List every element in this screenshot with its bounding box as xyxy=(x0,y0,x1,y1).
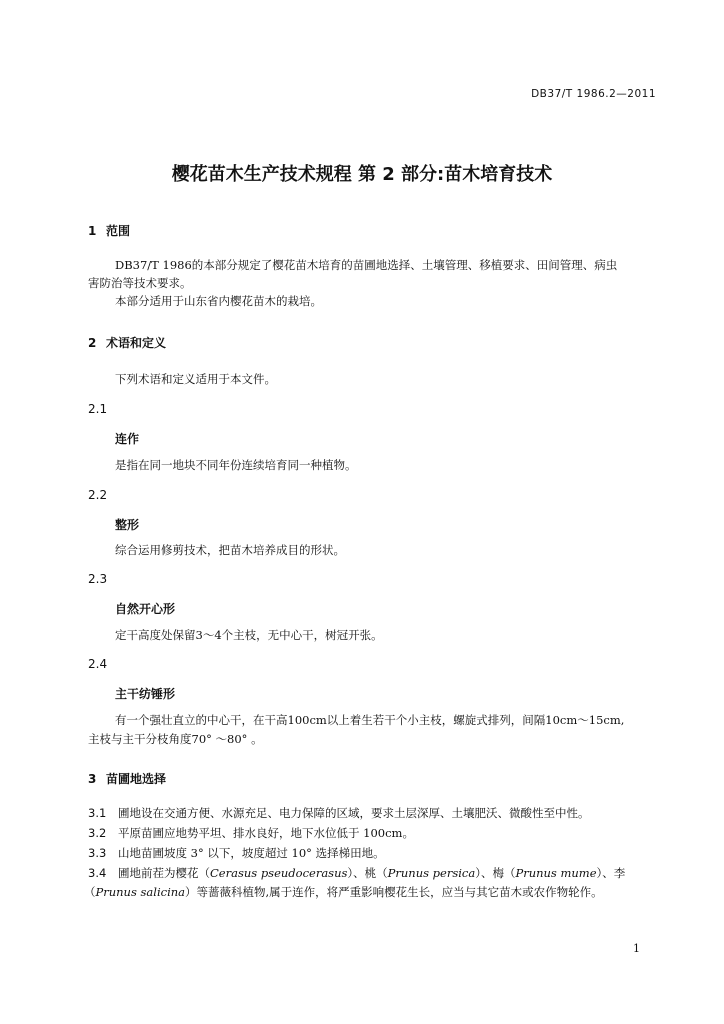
item-text: 山地苗圃坡度 3° 以下，坡度超过 10° 选择梯田地。 xyxy=(118,846,385,860)
section-title: 苗圃地选择 xyxy=(106,772,167,786)
term-definition: 是指在同一地块不同年份连续培育同一种植物。 xyxy=(115,458,357,472)
section-number: 1 xyxy=(88,224,97,238)
term-name: 自然开心形 xyxy=(115,602,176,616)
section-number: 2 xyxy=(88,336,97,350)
species-name: Prunus mume xyxy=(515,866,597,880)
term-definition-line-2: 主枝与主干分枝角度70° ～80° 。 xyxy=(88,732,263,746)
list-item-continuation xyxy=(84,884,603,900)
section-title: 范围 xyxy=(106,224,131,238)
list-item xyxy=(88,865,625,881)
item-text: 圃地前茬为樱花（ xyxy=(118,866,210,880)
item-number: 3.2 xyxy=(88,826,107,840)
terms-intro: 下列术语和定义适用于本文件。 xyxy=(115,372,276,386)
term-definition: 定干高度处保留3～4个主枝，无中心干，树冠开张。 xyxy=(115,628,383,642)
scope-paragraph-line-1: DB37/T 1986的本部分规定了樱花苗木培育的苗圃地选择、土壤管理、移植要求、田间管理、病虫 xyxy=(115,258,618,272)
item-text: ）等蔷薇科植物,属于连作，将严重影响樱花生长，应当与其它苗木或农作物轮作。 xyxy=(185,885,603,899)
item-text: 平原苗圃应地势平坦、排水良好，地下水位低于 100cm。 xyxy=(118,826,414,840)
item-text: ）、梅（ xyxy=(475,866,516,880)
section-title: 术语和定义 xyxy=(106,336,167,350)
term-definition: 综合运用修剪技术，把苗木培养成目的形状。 xyxy=(115,543,345,557)
section-3-heading xyxy=(88,770,166,787)
item-text: ）、桃（ xyxy=(347,866,388,880)
item-text: （ xyxy=(84,885,96,899)
document-title: 樱花苗木生产技术规程 第 2 部分:苗木培育技术 xyxy=(171,164,553,185)
item-number: 3.3 xyxy=(88,846,107,860)
section-1-heading xyxy=(88,222,130,239)
page-number: 1 xyxy=(633,942,640,955)
term-name: 整形 xyxy=(115,518,140,532)
term-name: 连作 xyxy=(115,432,140,446)
term-number: 2.2 xyxy=(88,488,108,502)
term-definition-line-1: 有一个强壮直立的中心干，在干高100cm以上着生若干个小主枝，螺旋式排列，间隔10cm～15cm, xyxy=(115,713,625,727)
species-name: Prunus persica xyxy=(387,866,476,880)
list-item xyxy=(88,805,590,821)
term-number: 2.1 xyxy=(88,402,108,416)
section-number: 3 xyxy=(88,772,97,786)
term-name: 主干纺锤形 xyxy=(115,687,176,701)
list-item xyxy=(88,845,385,861)
item-text: 圃地设在交通方便、水源充足、电力保障的区域，要求土层深厚、土壤肥沃、微酸性至中性。 xyxy=(118,806,590,820)
species-name: Cerasus pseudocerasus xyxy=(210,866,348,880)
term-number: 2.4 xyxy=(88,657,108,671)
document-code: DB37/T 1986.2—2011 xyxy=(531,88,656,100)
scope-paragraph-line-2: 害防治等技术要求。 xyxy=(88,276,192,290)
item-text: ）、李 xyxy=(596,866,626,880)
species-name: Prunus salicina xyxy=(95,885,186,899)
term-number: 2.3 xyxy=(88,572,108,586)
item-number: 3.4 xyxy=(88,866,107,880)
scope-applicability: 本部分适用于山东省内樱花苗木的栽培。 xyxy=(115,294,322,308)
list-item xyxy=(88,825,414,841)
item-number: 3.1 xyxy=(88,806,107,820)
section-2-heading xyxy=(88,334,166,351)
